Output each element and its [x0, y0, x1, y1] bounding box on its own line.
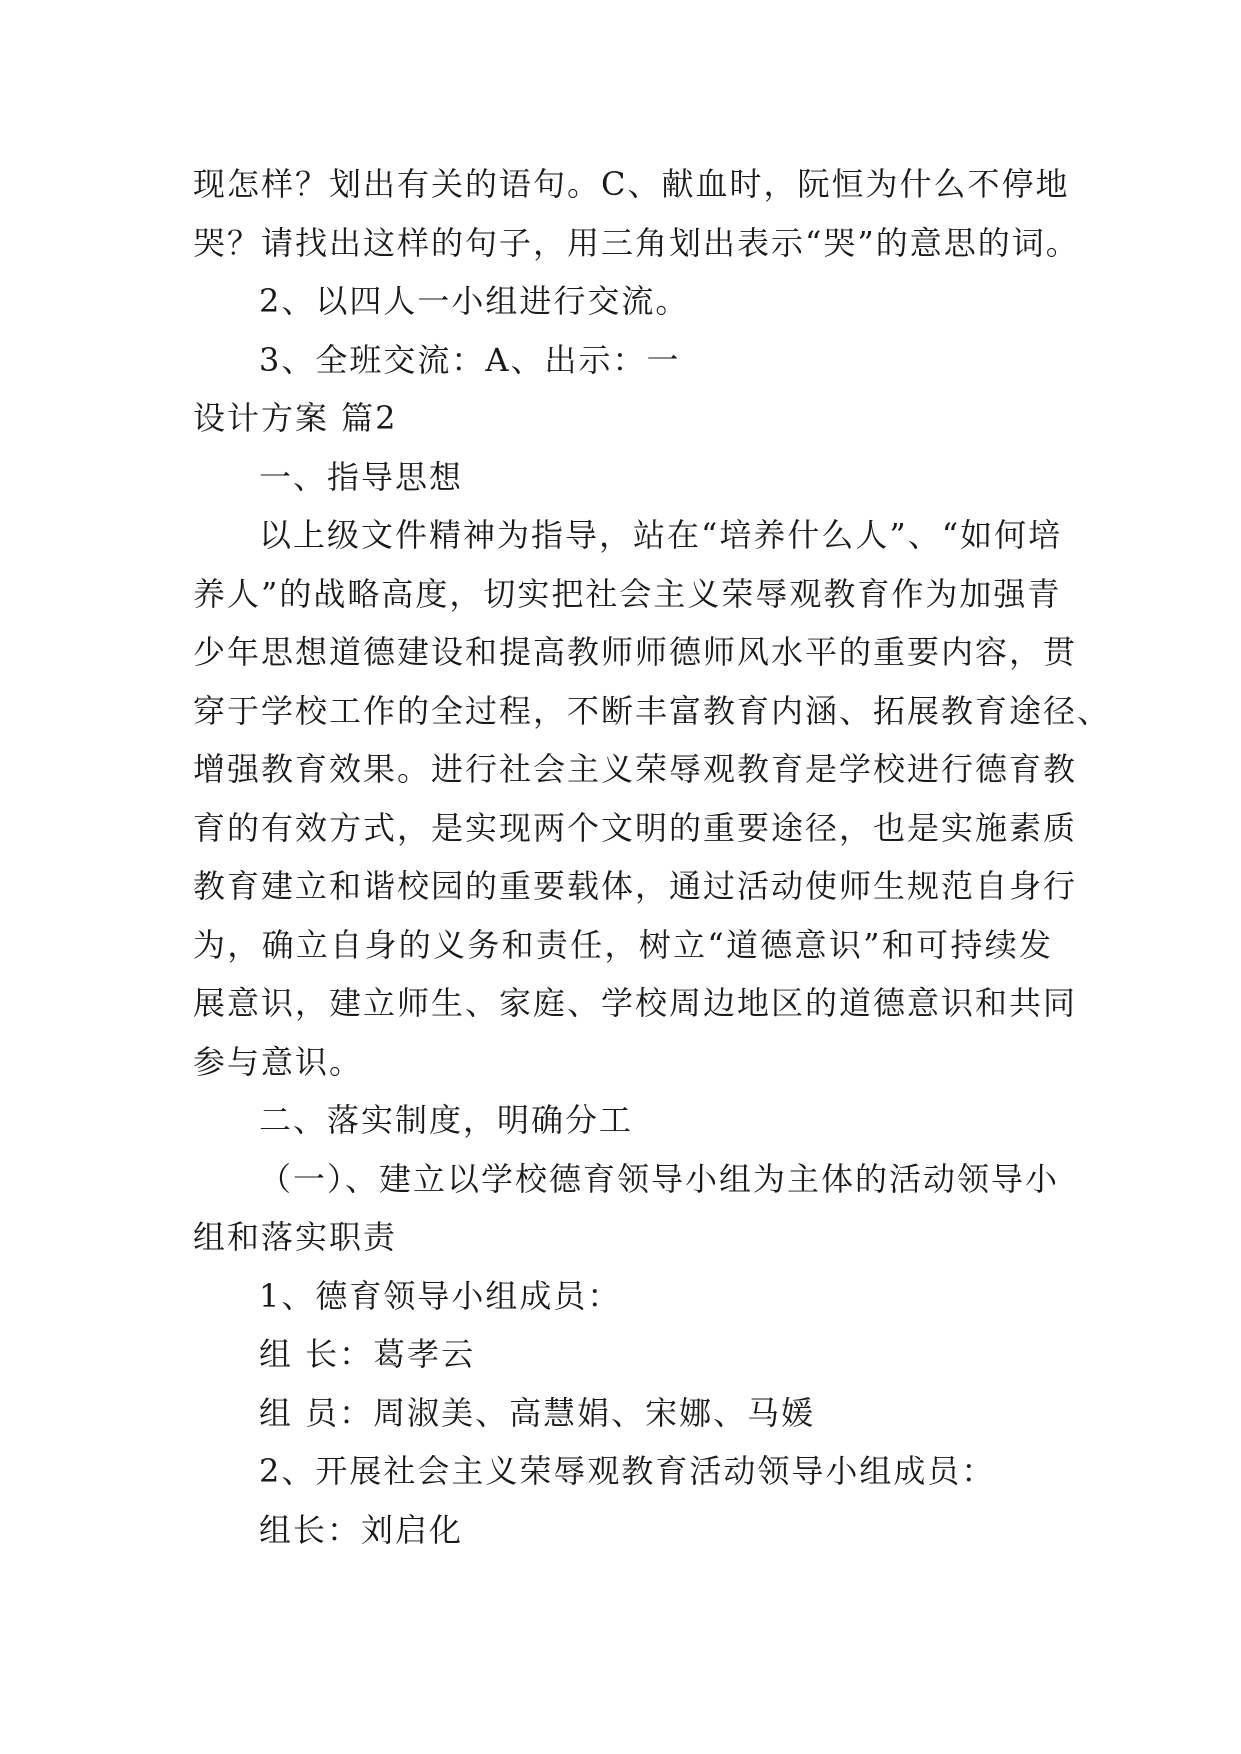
- text-line: 一、指导思想: [259, 457, 464, 496]
- text-line: 现怎样？划出有关的语句。C、献血时，阮恒为什么不停地: [193, 165, 1070, 203]
- text-line: 设计方案 篇2: [193, 399, 398, 437]
- text-line: 以上级文件精神为指导，站在“培养什么人”、“如何培: [259, 516, 1063, 554]
- text-line: 养人”的战略高度，切实把社会主义荣辱观教育作为加强青: [193, 574, 1062, 613]
- text-line: 组 员：周淑美、高慧娟、宋娜、马媛: [259, 1393, 816, 1432]
- text-line: 哭？请找出这样的句子，用三角划出表示“哭”的意思的词。: [193, 223, 1080, 262]
- text-line: 穿于学校工作的全过程，不断丰富教育内涵、拓展教育途径、: [193, 691, 1112, 730]
- text-line: 少年思想道德建设和提高教师师德师风水平的重要内容，贯: [193, 633, 1078, 671]
- text-line: 增强教育效果。进行社会主义荣辱观教育是学校进行德育教: [193, 750, 1078, 788]
- text-line: （一）、建立以学校德育领导小组为主体的活动领导小: [259, 1159, 1060, 1198]
- text-line: 二、落实制度，明确分工: [259, 1101, 634, 1139]
- text-line: 组长：刘启化: [259, 1510, 464, 1549]
- text-line: 1、德育领导小组成员：: [259, 1276, 622, 1315]
- text-line: 2、以四人一小组进行交流。: [259, 282, 690, 320]
- document-body: [193, 155, 1112, 1559]
- text-line: 3、全班交流：A、出示：一: [259, 340, 681, 379]
- text-line: 参与意识。: [193, 1042, 364, 1081]
- text-line: 教育建立和谐校园的重要载体，通过活动使师生规范自身行: [193, 867, 1078, 905]
- text-line: 2、开展社会主义荣辱观教育活动领导小组成员：: [259, 1452, 996, 1490]
- text-line: 育的有效方式，是实现两个文明的重要途径，也是实施素质: [193, 808, 1078, 847]
- text-line: 组和落实职责: [193, 1218, 398, 1256]
- text-line: 为，确立自身的义务和责任，树立“道德意识”和可持续发: [193, 925, 1053, 964]
- text-line: 展意识，建立师生、家庭、学校周边地区的道德意识和共同: [193, 984, 1078, 1022]
- text-line: 组 长：葛孝云: [259, 1335, 476, 1373]
